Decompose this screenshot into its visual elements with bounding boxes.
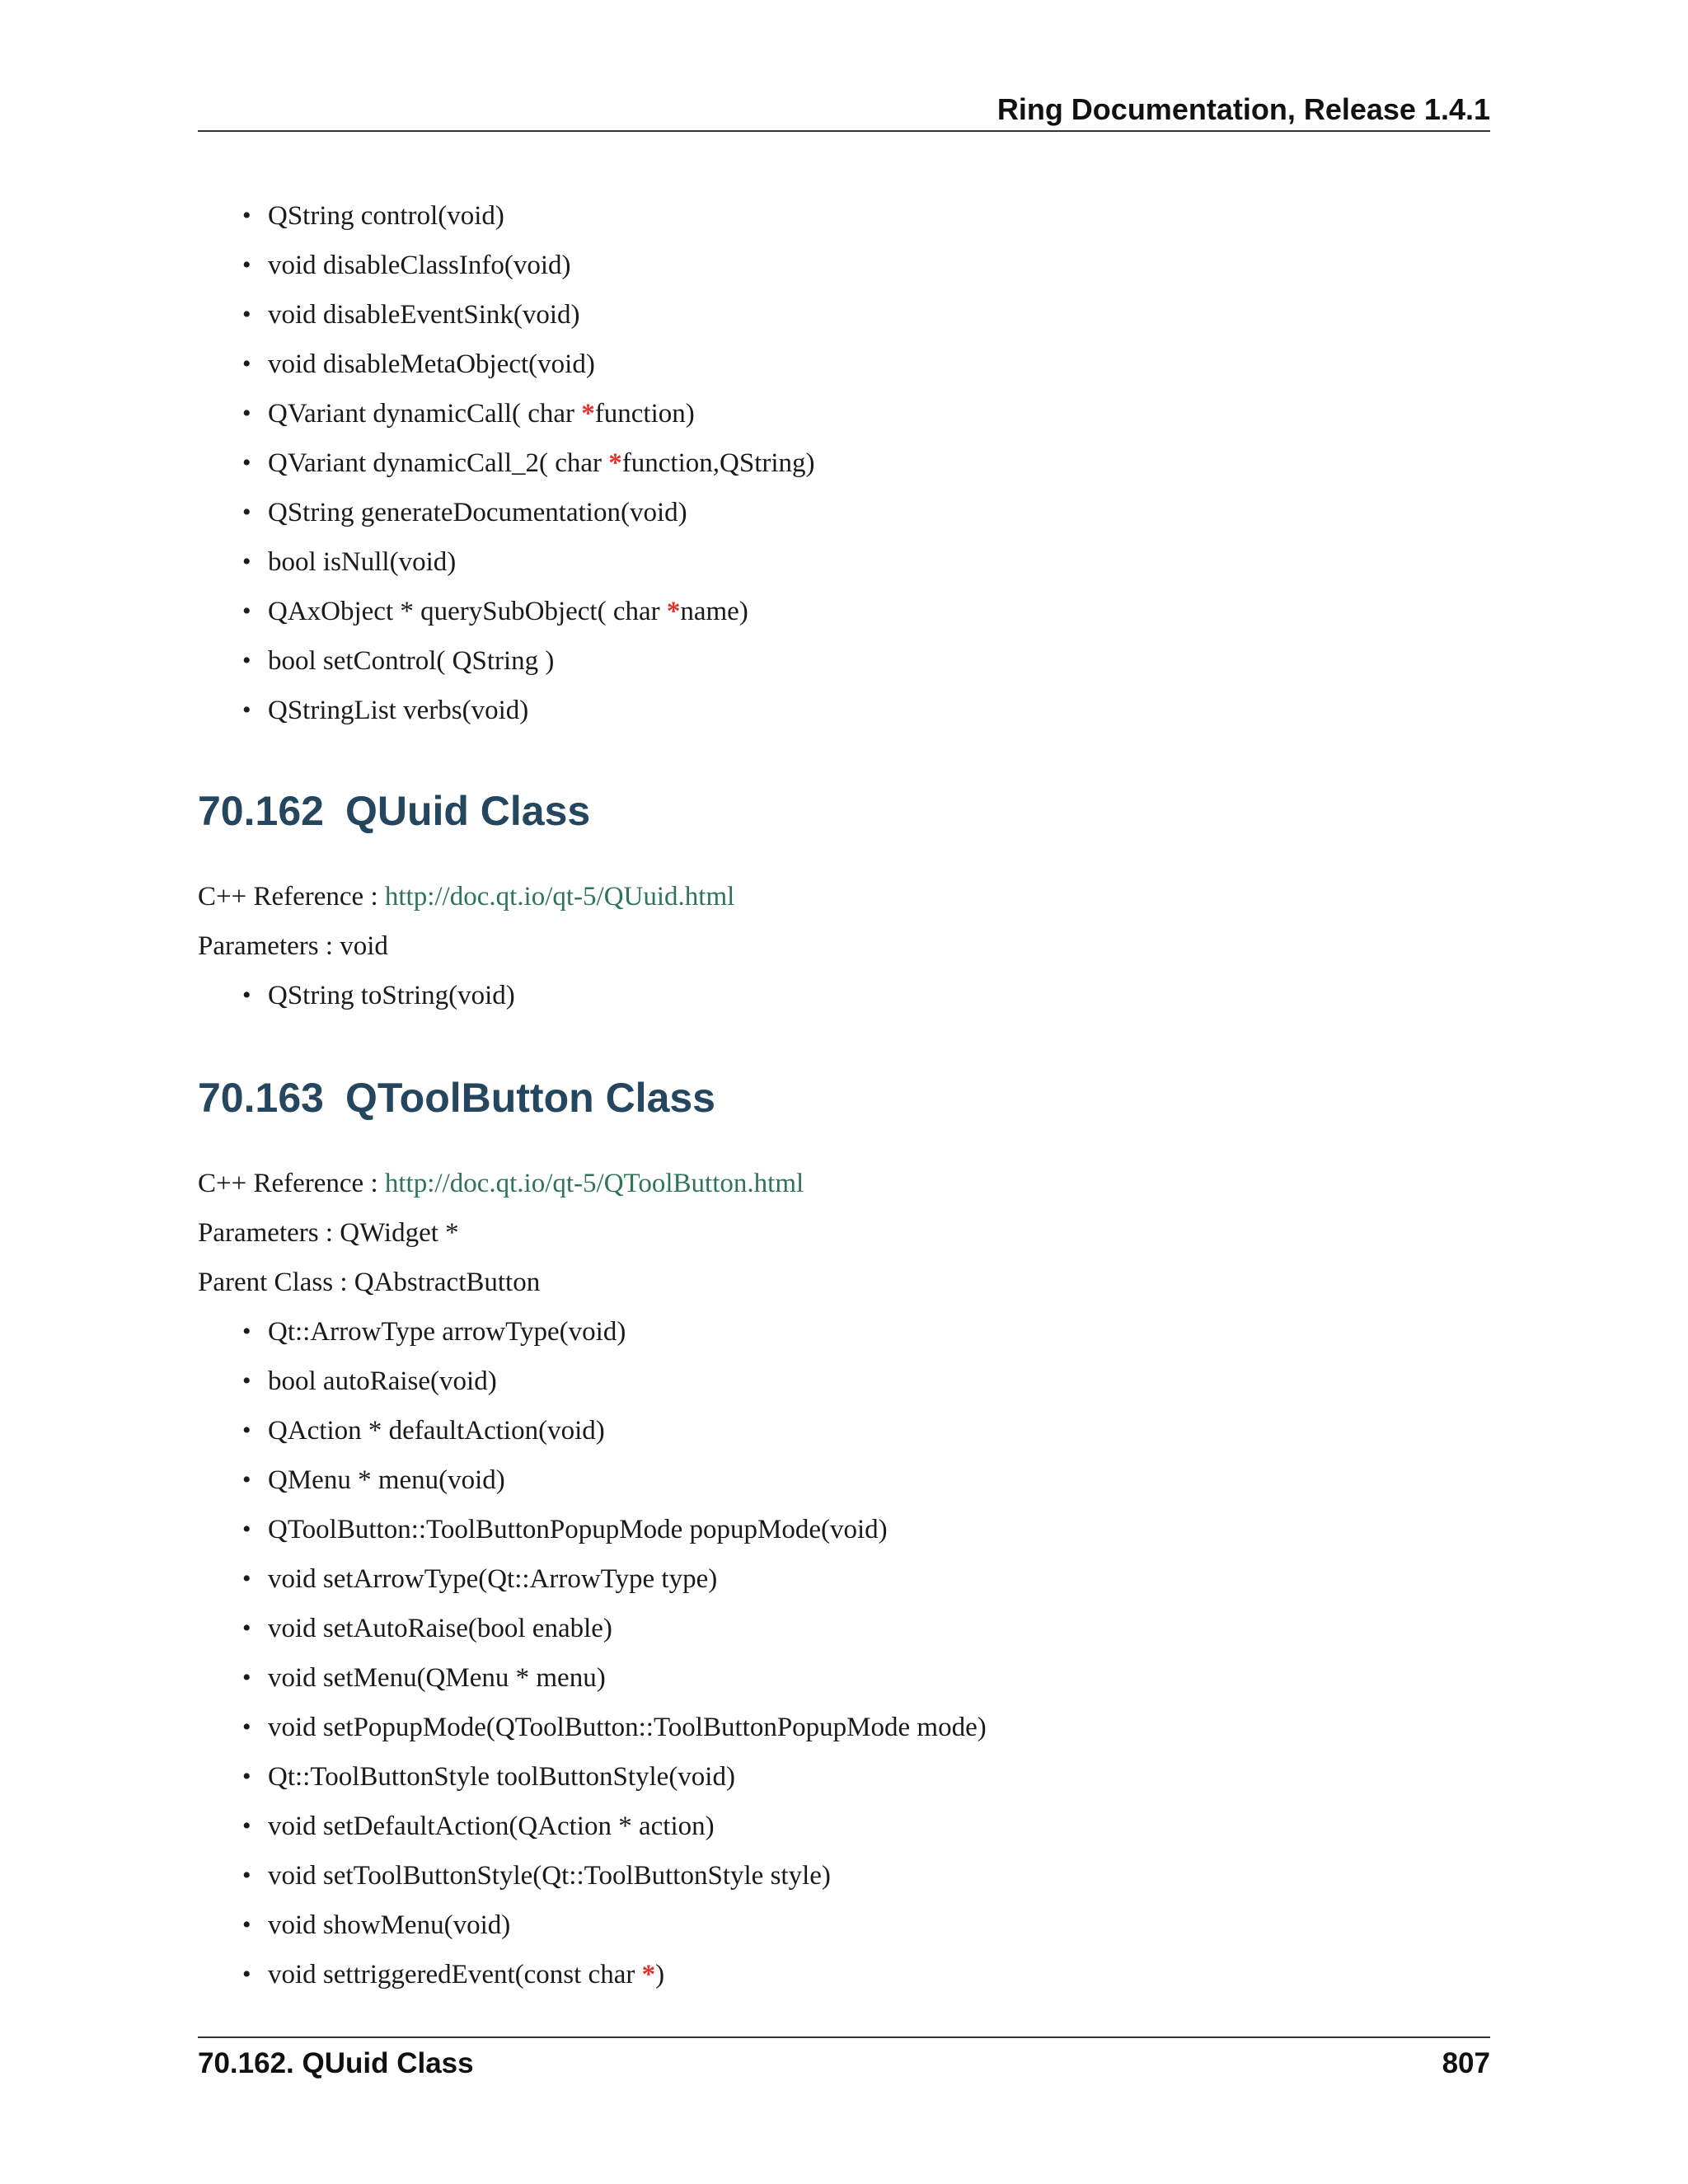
pointer-asterisk: * bbox=[666, 597, 681, 626]
method-item: • void disableEventSink(void) bbox=[0, 290, 815, 340]
method-item: • void showMenu(void) bbox=[0, 1900, 987, 1950]
section-heading-qtoolbutton bbox=[198, 1074, 715, 1122]
method-item: • bool autoRaise(void) bbox=[0, 1357, 987, 1406]
method-item: • QString toString(void) bbox=[0, 971, 515, 1020]
method-item: • void disableClassInfo(void) bbox=[0, 241, 815, 290]
pointer-asterisk: * bbox=[608, 448, 622, 478]
method-item: • void setToolButtonStyle(Qt::ToolButtonStyle style) bbox=[0, 1851, 987, 1900]
qtoolbutton-method-list bbox=[0, 1307, 987, 1999]
method-item: • QString generateDocumentation(void) bbox=[0, 488, 815, 537]
running-header-title: Ring Documentation, Release 1.4.1 bbox=[996, 92, 1490, 126]
pointer-asterisk: * bbox=[581, 399, 595, 429]
parameters-qtoolbutton: Parameters : QWidget * bbox=[198, 1218, 459, 1248]
cpp-reference-qtoolbutton: C++ Reference : http://doc.qt.io/qt-5/QToolButton.html bbox=[198, 1169, 804, 1198]
method-item: • void setMenu(QMenu * menu) bbox=[0, 1653, 987, 1703]
reference-link[interactable]: http://doc.qt.io/qt-5/QUuid.html bbox=[384, 882, 735, 912]
method-item: • Qt::ArrowType arrowType(void) bbox=[0, 1307, 987, 1357]
method-item: • QToolButton::ToolButtonPopupMode popupMode(void) bbox=[0, 1505, 987, 1554]
method-item: • void setDefaultAction(QAction * action) bbox=[0, 1802, 987, 1851]
method-item: • void setAutoRaise(bool enable) bbox=[0, 1604, 987, 1653]
section-number: 70.162 bbox=[198, 788, 324, 834]
footer-section-title: 70.162. QUuid Class bbox=[198, 2047, 474, 2079]
method-item: • QStringList verbs(void) bbox=[0, 686, 815, 735]
quuid-method-list bbox=[0, 971, 515, 1020]
cpp-reference-quuid: C++ Reference : http://doc.qt.io/qt-5/QUuid.html bbox=[198, 882, 735, 912]
method-item: • QString control(void) bbox=[0, 191, 815, 241]
method-item: • Qt::ToolButtonStyle toolButtonStyle(void) bbox=[0, 1752, 987, 1802]
section-title: QToolButton Class bbox=[345, 1075, 715, 1121]
method-item: • QAxObject * querySubObject( char *name) bbox=[0, 587, 815, 636]
method-item: • QAction * defaultAction(void) bbox=[0, 1406, 987, 1455]
section-title: QUuid Class bbox=[345, 788, 591, 834]
method-item: • void disableMetaObject(void) bbox=[0, 340, 815, 389]
page-number: 807 bbox=[1442, 2047, 1490, 2079]
parent-class-qtoolbutton: Parent Class : QAbstractButton bbox=[198, 1268, 541, 1297]
method-item: • bool isNull(void) bbox=[0, 537, 815, 587]
section-heading-quuid bbox=[198, 787, 590, 835]
method-item: • void setPopupMode(QToolButton::ToolButtonPopupMode mode) bbox=[0, 1703, 987, 1752]
section-number: 70.163 bbox=[198, 1075, 324, 1121]
method-item: • bool setControl( QString ) bbox=[0, 636, 815, 686]
reference-link[interactable]: http://doc.qt.io/qt-5/QToolButton.html bbox=[384, 1169, 804, 1198]
method-item: • QVariant dynamicCall( char *function) bbox=[0, 389, 815, 438]
method-item: • QMenu * menu(void) bbox=[0, 1455, 987, 1505]
pointer-asterisk: * bbox=[641, 1960, 656, 1990]
method-item: • void setArrowType(Qt::ArrowType type) bbox=[0, 1554, 987, 1604]
header-rule bbox=[198, 130, 1490, 132]
parameters-quuid: Parameters : void bbox=[198, 931, 388, 961]
top-method-list bbox=[0, 191, 815, 735]
method-item: • void settriggeredEvent(const char *) bbox=[0, 1950, 987, 1999]
footer-rule bbox=[198, 2036, 1490, 2038]
method-item: • QVariant dynamicCall_2( char *function,QString) bbox=[0, 438, 815, 488]
